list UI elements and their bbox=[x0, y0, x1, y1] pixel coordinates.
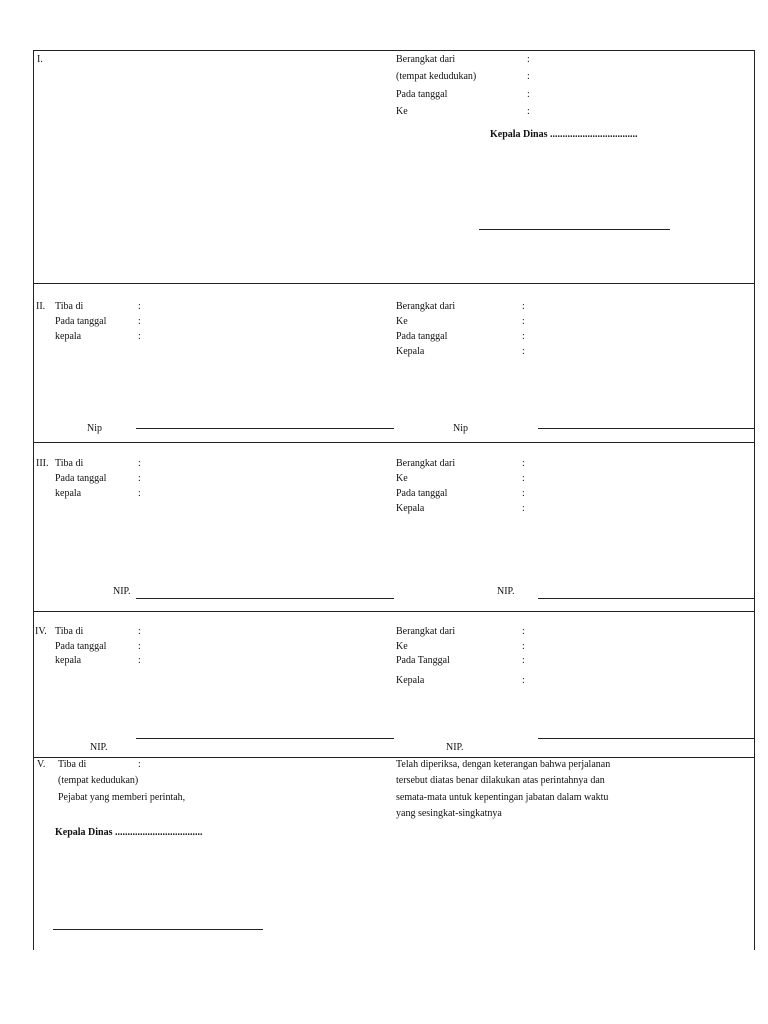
s4-right-colon-1: : bbox=[522, 641, 525, 652]
section-3-numeral: III. bbox=[36, 458, 49, 469]
s5-right-line-0: Telah diperiksa, dengan keterangan bahwa perjalanan bbox=[396, 759, 611, 770]
s3-left-nip-label: NIP. bbox=[113, 586, 131, 597]
s1-right-colon-2: : bbox=[527, 89, 530, 100]
s2-right-label-1: Ke bbox=[396, 316, 408, 327]
s3-left-colon-1: : bbox=[138, 473, 141, 484]
s2-right-colon-1: : bbox=[522, 316, 525, 327]
section-2-numeral: II. bbox=[36, 301, 46, 312]
s4-right-nip-line bbox=[538, 738, 754, 739]
s3-right-nip-line bbox=[538, 598, 754, 599]
s2-right-label-2: Pada tanggal bbox=[396, 331, 448, 342]
s4-left-nip-label: NIP. bbox=[90, 742, 108, 753]
s1-right-label-0: Berangkat dari bbox=[396, 54, 456, 65]
s4-right-colon-0: : bbox=[522, 626, 525, 637]
s3-right-colon-0: : bbox=[522, 458, 525, 469]
s1-right-colon-3: : bbox=[527, 106, 530, 117]
s4-left-colon-2: : bbox=[138, 655, 141, 666]
s2-left-label-1: Pada tanggal bbox=[55, 316, 107, 327]
s3-right-label-1: Ke bbox=[396, 473, 408, 484]
s2-left-colon-1: : bbox=[138, 316, 141, 327]
s5-pejabat: Pejabat yang memberi perintah, bbox=[58, 792, 186, 803]
divider-1-2 bbox=[33, 283, 755, 284]
s4-right-label-2: Pada Tanggal bbox=[396, 655, 450, 666]
border-top bbox=[33, 50, 755, 51]
s2-right-colon-0: : bbox=[522, 301, 525, 312]
s2-right-nip-label: Nip bbox=[453, 423, 468, 434]
s1-right-colon-1: : bbox=[527, 71, 530, 82]
s3-right-nip-label: NIP. bbox=[497, 586, 515, 597]
s3-right-colon-2: : bbox=[522, 488, 525, 499]
s2-left-colon-0: : bbox=[138, 301, 141, 312]
s3-left-colon-2: : bbox=[138, 488, 141, 499]
s4-left-nip-line bbox=[136, 738, 394, 739]
border-right bbox=[754, 50, 755, 950]
s4-right-colon-3: : bbox=[522, 675, 525, 686]
s2-left-colon-2: : bbox=[138, 331, 141, 342]
divider-2-3 bbox=[33, 442, 755, 443]
divider-4-5 bbox=[33, 757, 755, 758]
s5-right-line-2: semata-mata untuk kepentingan jabatan dalam waktu bbox=[396, 792, 609, 803]
s2-right-colon-2: : bbox=[522, 331, 525, 342]
s2-right-colon-3: : bbox=[522, 346, 525, 357]
s2-left-nip-label: Nip bbox=[87, 423, 102, 434]
s3-right-colon-3: : bbox=[522, 503, 525, 514]
s4-left-label-2: kepala bbox=[55, 655, 82, 666]
s4-left-colon-0: : bbox=[138, 626, 141, 637]
s5-tiba-label: Tiba di bbox=[58, 759, 87, 770]
s4-right-label-1: Ke bbox=[396, 641, 408, 652]
section-1-numeral: I. bbox=[37, 54, 43, 65]
s3-left-label-1: Pada tanggal bbox=[55, 473, 107, 484]
s2-right-nip-line bbox=[538, 428, 754, 429]
s2-left-label-0: Tiba di bbox=[55, 301, 84, 312]
s2-right-label-3: Kepala bbox=[396, 346, 425, 357]
s5-tempat-kedudukan: (tempat kedudukan) bbox=[58, 775, 139, 786]
s3-left-label-2: kepala bbox=[55, 488, 82, 499]
s5-right-line-3: yang sesingkat-singkatnya bbox=[396, 808, 502, 819]
s3-right-label-0: Berangkat dari bbox=[396, 458, 456, 469]
s4-right-label-3: Kepala bbox=[396, 675, 425, 686]
s5-right-line-1: tersebut diatas benar dilakukan atas perintahnya dan bbox=[396, 775, 605, 786]
s1-right-colon-0: : bbox=[527, 54, 530, 65]
border-left bbox=[33, 50, 34, 950]
s3-right-label-3: Kepala bbox=[396, 503, 425, 514]
s5-signer-title: Kepala Dinas ................................... bbox=[55, 827, 203, 838]
s3-right-label-2: Pada tanggal bbox=[396, 488, 448, 499]
s4-right-label-0: Berangkat dari bbox=[396, 626, 456, 637]
s3-left-label-0: Tiba di bbox=[55, 458, 84, 469]
s3-left-colon-0: : bbox=[138, 458, 141, 469]
s5-signature-line bbox=[53, 929, 263, 930]
s4-left-label-1: Pada tanggal bbox=[55, 641, 107, 652]
s5-tiba-colon: : bbox=[138, 759, 141, 770]
s1-right-label-2: Pada tanggal bbox=[396, 89, 448, 100]
s1-right-label-3: Ke bbox=[396, 106, 408, 117]
s2-left-nip-line bbox=[136, 428, 394, 429]
s3-right-colon-1: : bbox=[522, 473, 525, 484]
s1-signer-title: Kepala Dinas ................................... bbox=[490, 129, 638, 140]
s1-signature-line bbox=[479, 229, 670, 230]
s2-right-label-0: Berangkat dari bbox=[396, 301, 456, 312]
section-4-numeral: IV. bbox=[35, 626, 47, 637]
s4-right-nip-label: NIP. bbox=[446, 742, 464, 753]
divider-3-4 bbox=[33, 611, 755, 612]
s4-left-label-0: Tiba di bbox=[55, 626, 84, 637]
s3-left-nip-line bbox=[136, 598, 394, 599]
section-5-numeral: V. bbox=[37, 759, 46, 770]
s4-left-colon-1: : bbox=[138, 641, 141, 652]
s4-right-colon-2: : bbox=[522, 655, 525, 666]
s2-left-label-2: kepala bbox=[55, 331, 82, 342]
s1-right-label-1: (tempat kedudukan) bbox=[396, 71, 477, 82]
